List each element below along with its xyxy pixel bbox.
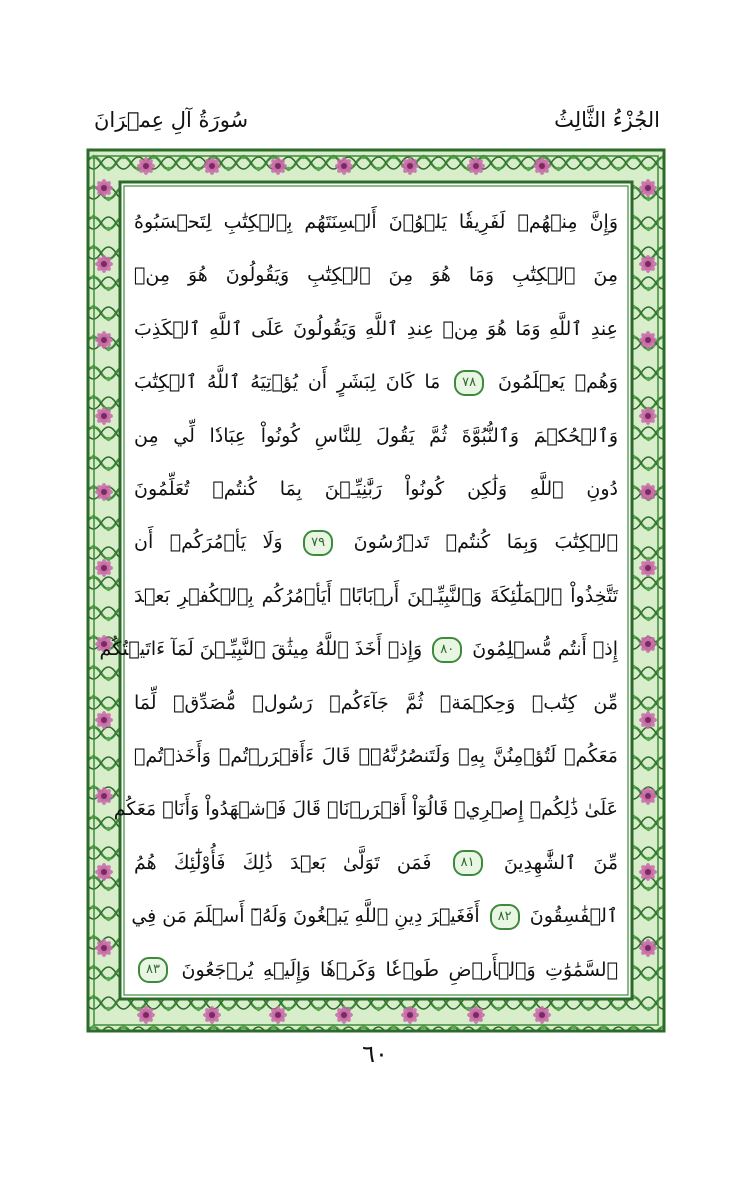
verse-line [134,568,618,624]
flower-ornament-icon [639,179,657,197]
flower-ornament-icon [401,1006,419,1024]
verse-line [134,835,618,891]
ayah-number-marker: ٧٩ [303,530,333,556]
verse-text: مَعَكُمۡ لَتُؤۡمِنُنَّ بِهِۦ وَلَتَنصُرُنَّهُۥۚ قَالَ ءَأَقۡرَرۡتُمۡ وَأَخَذۡتُمۡ [134,745,618,767]
verse-line [134,354,618,410]
flower-ornament-icon [639,635,657,653]
flower-ornament-icon [639,559,657,577]
verse-text: مِنَ ٱلۡكِتَٰبِ وَمَا هُوَ مِنَ ٱلۡكِتَٰبِ وَيَقُولُونَ هُوَ مِنۡ [134,264,618,287]
ayah-number-marker: ٨٢ [490,904,520,930]
flower-ornament-icon [137,1006,155,1024]
verse-text: فَمَن تَوَلَّىٰ بَعۡدَ ذَٰلِكَ فَأُوْلَٰٓئِكَ هُمُ [134,851,432,874]
juz-title: الجُزْءُ الثَّالِثُ [554,108,660,132]
flower-ornament-icon [95,255,113,273]
verse-text: مِّنَ ٱلشَّٰهِدِينَ [503,851,619,874]
ayah-number-marker: ٧٨ [454,370,484,396]
flower-ornament-icon [639,407,657,425]
flower-ornament-icon [639,711,657,729]
verse-line [134,247,618,303]
verse-text: ٱلۡفَٰسِقُونَ [529,905,618,928]
flower-ornament-icon [639,863,657,881]
surah-title: سُورَةُ آلِ عِمۡرَانَ [94,108,249,132]
page-number: ٦٠ [362,1040,388,1068]
flower-ornament-icon [95,711,113,729]
verse-line [134,301,618,357]
verse-text: عَلَىٰ ذَٰلِكُمۡ إِصۡرِيۖ قَالُوٓاْ أَقۡرَرۡنَاۚ قَالَ فَٱشۡهَدُواْ وَأَنَا۠ مَعَكُم [113,798,618,821]
flower-ornament-icon [137,157,155,175]
flower-ornament-icon [95,787,113,805]
flower-ornament-icon [95,559,113,577]
verse-line [134,408,618,464]
verse-text: ٱلۡكِتَٰبَ وَبِمَا كُنتُمۡ تَدۡرُسُونَ [353,531,618,554]
verse-line [134,514,618,570]
flower-ornament-icon [95,939,113,957]
verse-line [113,781,618,837]
flower-ornament-icon [639,939,657,957]
verse-text: مِّن كِتَٰبٖ وَحِكۡمَةٖ ثُمَّ جَآءَكُمۡ رَسُولٞ مُّصَدِّقٞ لِّمَا [134,691,618,714]
flower-ornament-icon [639,331,657,349]
flower-ornament-icon [335,1006,353,1024]
verse-text: وَلَا يَأۡمُرَكُمۡ أَن [134,531,283,554]
verse-text: ٱلسَّمَٰوَٰتِ وَٱلۡأَرۡضِ طَوۡعٗا وَكَرۡهٗا وَإِلَيۡهِ يُرۡجَعُونَ [181,958,618,981]
page-header [94,108,660,148]
flower-ornament-icon [467,1006,485,1024]
flower-ornament-icon [95,483,113,501]
verse-text: وَهُمۡ يَعۡلَمُونَ [498,371,618,394]
flower-ornament-icon [269,1006,287,1024]
quran-text-panel [99,188,626,990]
flower-ornament-icon [95,407,113,425]
flower-ornament-icon [639,255,657,273]
verse-text: إِذۡ أَنتُم مُّسۡلِمُونَ [472,638,618,661]
flower-ornament-icon [269,157,287,175]
verse-line [134,675,618,731]
verse-text: وَإِذۡ أَخَذَ ٱللَّهُ مِيثَٰقَ ٱلنَّبِيِّـۧنَ لَمَآ ءَاتَيۡتُكُم [99,638,423,661]
verse-text: تَتَّخِذُواْ ٱلۡمَلَٰٓئِكَةَ وَٱلنَّبِيِّـۧنَ أَرۡبَابًاۗ أَيَأۡمُرُكُم بِٱلۡكُفۡرِ بَعۡدَ [134,584,618,607]
flower-ornament-icon [203,157,221,175]
flower-ornament-icon [467,157,485,175]
verse-text: مَا كَانَ لِبَشَرٍ أَن يُؤۡتِيَهُ ٱللَّهُ ٱلۡكِتَٰبَ [134,371,441,394]
verse-text: وَٱلۡحُكۡمَ وَٱلنُّبُوَّةَ ثُمَّ يَقُولَ لِلنَّاسِ كُونُواْ عِبَادٗا لِّي مِن [134,424,618,447]
verse-line [99,621,618,677]
flower-ornament-icon [335,157,353,175]
flower-ornament-icon [95,863,113,881]
ayah-number-marker: ٨٣ [138,957,168,983]
verse-line [134,942,618,998]
flower-ornament-icon [95,179,113,197]
verse-line [134,728,618,784]
flower-ornament-icon [533,1006,551,1024]
verse-line [134,194,618,250]
flower-ornament-icon [401,157,419,175]
verse-line [131,888,618,944]
verse-text: عِندِ ٱللَّهِ وَمَا هُوَ مِنۡ عِندِ ٱللَّهِ وَيَقُولُونَ عَلَى ٱللَّهِ ٱلۡكَذِبَ [134,317,618,340]
verse-text: دُونِ ٱللَّهِ وَلَٰكِن كُونُواْ رَبَّٰنِيِّـۧنَ بِمَا كُنتُمۡ تُعَلِّمُونَ [134,478,618,500]
flower-ornament-icon [533,157,551,175]
verse-text: وَإِنَّ مِنۡهُمۡ لَفَرِيقٗا يَلۡوُۥنَ أَلۡسِنَتَهُم بِٱلۡكِتَٰبِ لِتَحۡسَبُوهُ [134,211,618,233]
verse-text: أَفَغَيۡرَ دِينِ ٱللَّهِ يَبۡغُونَ وَلَهُۥٓ أَسۡلَمَ مَن فِي [131,905,480,928]
flower-ornament-icon [639,787,657,805]
flower-ornament-icon [639,483,657,501]
ayah-number-marker: ٨٠ [432,637,462,663]
flower-ornament-icon [95,331,113,349]
verse-line [134,461,618,517]
flower-ornament-icon [203,1006,221,1024]
ayah-number-marker: ٨١ [453,850,483,876]
